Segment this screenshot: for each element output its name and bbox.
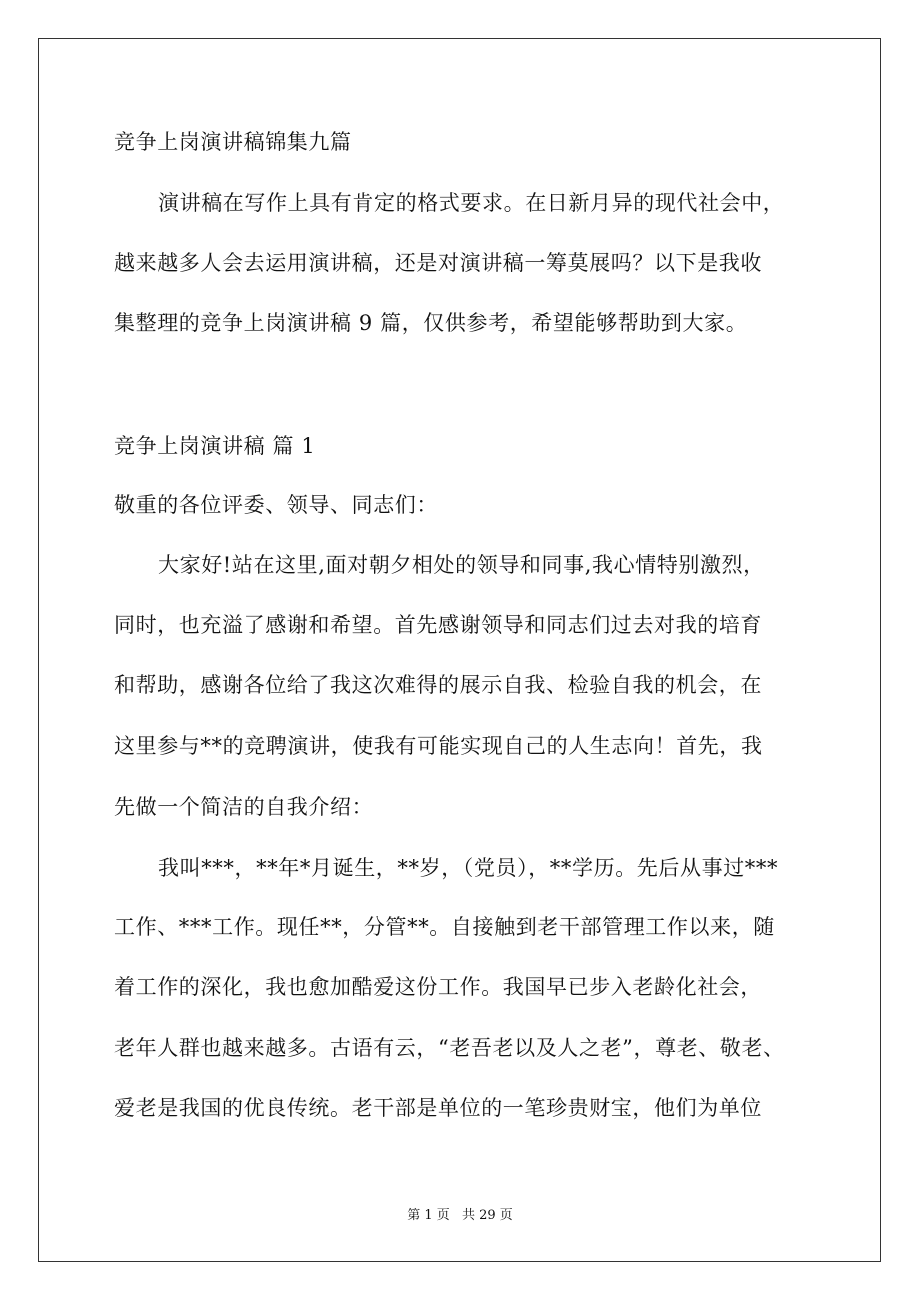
paragraph2-line-1: 我叫***，**年*月诞生，**岁，（党员），**学历。先后从事过*** xyxy=(158,856,779,880)
paragraph2-line-5: 爱老是我国的优良传统。老干部是单位的一笔珍贵财宝，他们为单位 xyxy=(114,1096,762,1120)
salutation: 敬重的各位评委、领导、同志们： xyxy=(114,493,438,517)
paragraph1-line-5: 先做一个简洁的自我介绍： xyxy=(114,795,374,819)
paragraph2-line-4: 老年人群也越来越多。古语有云，“老吾老以及人之老”，尊老、敬老、 xyxy=(114,1036,785,1060)
section-heading: 竞争上岗演讲稿 篇 1 xyxy=(114,434,316,458)
intro-line-2: 越来越多人会去运用演讲稿，还是对演讲稿一筹莫展吗？以下是我收 xyxy=(114,251,762,275)
document-title: 竞争上岗演讲稿锦集九篇 xyxy=(114,130,352,154)
paragraph2-line-3: 着工作的深化，我也愈加酷爱这份工作。我国早已步入老龄化社会， xyxy=(114,975,762,999)
paragraph2-line-2: 工作、***工作。现任**，分管**。自接触到老干部管理工作以来，随 xyxy=(114,915,775,939)
page-number: 第 1 页 xyxy=(407,1208,450,1223)
page-footer xyxy=(0,1208,920,1224)
paragraph1-line-4: 这里参与**的竞聘演讲，使我有可能实现自己的人生志向！首先，我 xyxy=(114,734,763,758)
page-border xyxy=(38,38,881,1262)
paragraph1-line-3: 和帮助，感谢各位给了我这次难得的展示自我、检验自我的机会，在 xyxy=(114,673,762,697)
intro-line-3: 集整理的竞争上岗演讲稿 9 篇，仅供参考，希望能够帮助到大家。 xyxy=(114,311,748,335)
page-total: 共 29 页 xyxy=(461,1208,513,1223)
paragraph1-line-1: 大家好!站在这里,面对朝夕相处的领导和同事,我心情特别激烈， xyxy=(158,553,765,577)
paragraph1-line-2: 同时，也充溢了感谢和希望。首先感谢领导和同志们过去对我的培育 xyxy=(114,613,762,637)
intro-line-1: 演讲稿在写作上具有肯定的格式要求。在日新月异的现代社会中， xyxy=(158,191,785,215)
